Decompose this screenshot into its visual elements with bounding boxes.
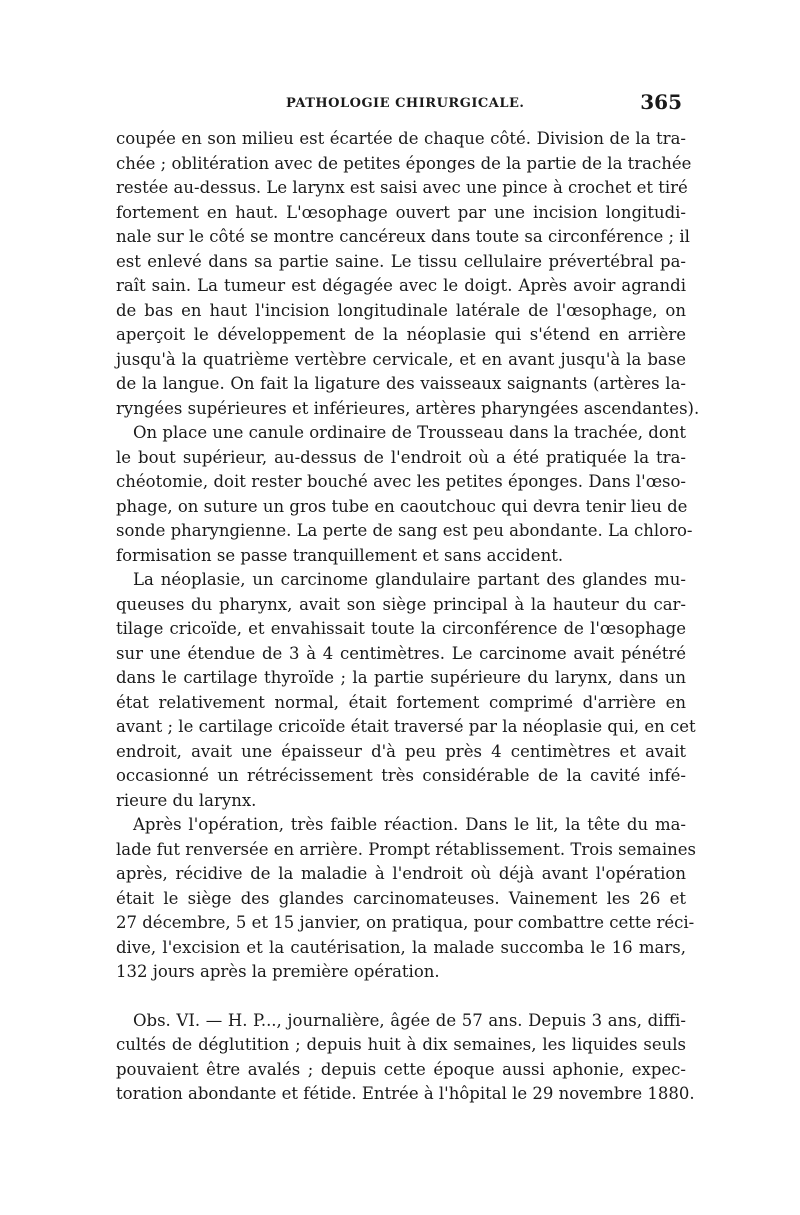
- text-line: fortement en haut. L'œsophage ouvert par une incision longitudi-: [116, 202, 686, 222]
- text-line: tilage cricoïde, et envahissait toute la circonférence de l'œsophage: [116, 619, 686, 638]
- text-line: de bas en haut l'incision longitudinale latérale de l'œsophage, on: [116, 300, 686, 320]
- text-line: phage, on suture un gros tube en caoutchouc qui devra tenir lieu de: [116, 496, 688, 516]
- text-line: sur une étendue de 3 à 4 centimètres. Le carcinome avait pénétré: [116, 643, 686, 663]
- text-line: 132 jours après la première opération.: [116, 962, 440, 981]
- text-line: restée au-dessus. Le larynx est saisi avec une pince à crochet et tiré: [116, 178, 688, 197]
- text-line: 27 décembre, 5 et 15 janvier, on pratiqua, pour combattre cette réci-: [116, 913, 695, 932]
- body-text: [116, 127, 700, 1107]
- text-line: jusqu'à la quatrième vertèbre cervicale, et en avant jusqu'à la base: [116, 349, 686, 369]
- text-line: après, récidive de la maladie à l'endroit où déjà avant l'opération: [116, 864, 686, 883]
- text-line: était le siège des glandes carcinomateuses. Vainement les 26 et: [116, 888, 686, 908]
- text-line: est enlevé dans sa partie saine. Le tissu cellulaire prévertébral pa-: [116, 251, 686, 271]
- text-line: sonde pharyngienne. La perte de sang est peu abondante. La chloro-: [116, 521, 693, 540]
- text-line: pouvaient être avalés ; depuis cette époque aussi aphonie, expec-: [116, 1059, 686, 1079]
- text-line: raît sain. La tumeur est dégagée avec le doigt. Après avoir agrandi: [116, 276, 686, 295]
- text-line: Obs. VI. — H. P..., journalière, âgée de 57 ans. Depuis 3 ans, diffi-: [133, 1010, 686, 1030]
- text-line: aperçoit le développement de la néoplasie qui s'étend en arrière: [116, 325, 686, 344]
- text-line: nale sur le côté se montre cancéreux dans toute sa circonférence ; il: [116, 227, 690, 246]
- text-line: formisation se passe tranquillement et sans accident.: [116, 545, 564, 565]
- text-line: dive, l'excision et la cautérisation, la malade succomba le 16 mars,: [116, 937, 686, 957]
- page-number: 365: [640, 90, 682, 114]
- text-line: le bout supérieur, au-dessus de l'endroit où a été pratiquée la tra-: [116, 447, 686, 467]
- text-line: chéotomie, doit rester bouché avec les petites éponges. Dans l'œso-: [116, 472, 686, 491]
- text-line: On place une canule ordinaire de Trousseau dans la trachée, dont: [133, 423, 687, 442]
- text-line: coupée en son milieu est écartée de chaque côté. Division de la tra-: [116, 129, 686, 148]
- text-line: occasionné un rétrécissement très considérable de la cavité infé-: [116, 766, 686, 785]
- paragraph-gap: [116, 985, 686, 1009]
- text-line: La néoplasie, un carcinome glandulaire partant des glandes mu-: [133, 570, 686, 589]
- text-line: Après l'opération, très faible réaction. Dans le lit, la tête du ma-: [133, 815, 686, 834]
- text-line: chée ; oblitération avec de petites éponges de la partie de la trachée: [116, 153, 692, 173]
- text-line: toration abondante et fétide. Entrée à l'hôpital le 29 novembre 1880.: [116, 1084, 695, 1103]
- text-line: ryngées supérieures et inférieures, artères pharyngées ascendantes).: [116, 398, 700, 418]
- text-line: de la langue. On fait la ligature des vaisseaux saignants (artères la-: [116, 374, 686, 393]
- text-line: avant ; le cartilage cricoïde était traversé par la néoplasie qui, en cet: [116, 717, 696, 736]
- page-header: [116, 88, 686, 118]
- text-line: état relativement normal, était fortement comprimé d'arrière en: [116, 692, 686, 712]
- text-line: dans le cartilage thyroïde ; la partie supérieure du larynx, dans un: [116, 668, 686, 687]
- text-line: cultés de déglutition ; depuis huit à dix semaines, les liquides seuls: [116, 1035, 686, 1054]
- text-line: rieure du larynx.: [116, 790, 257, 810]
- text-line: lade fut renversée en arrière. Prompt rétablissement. Trois semaines: [116, 839, 696, 859]
- running-head: PATHOLOGIE CHIRURGICALE.: [286, 96, 525, 111]
- text-line: queuses du pharynx, avait son siège principal à la hauteur du car-: [116, 594, 686, 614]
- text-line: endroit, avait une épaisseur d'à peu près 4 centimètres et avait: [116, 741, 686, 761]
